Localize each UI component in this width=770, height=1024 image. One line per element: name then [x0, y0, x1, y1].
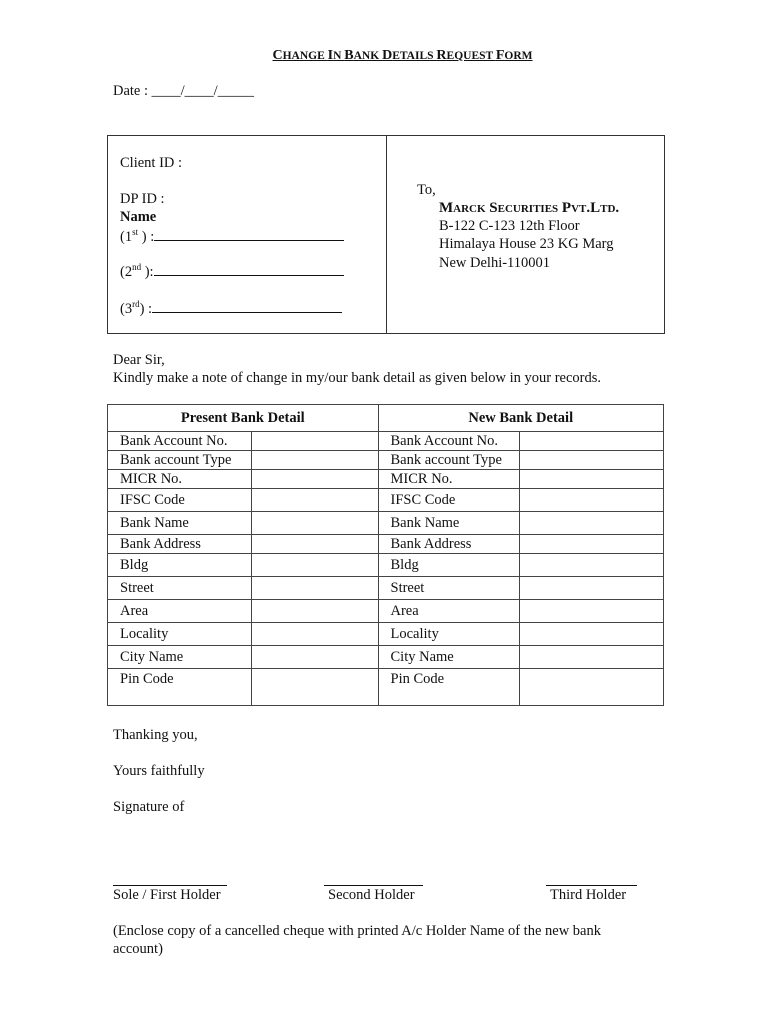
box-divider [386, 136, 387, 333]
company-name: Marck Securities Pvt.Ltd. [439, 200, 620, 216]
thanking-text: Thanking you, [113, 727, 198, 743]
present-bldg-field[interactable] [251, 554, 378, 577]
second-holder-signature-line[interactable] [324, 885, 423, 886]
new-bank-name-field[interactable] [520, 512, 664, 535]
present-account-type-field[interactable] [251, 451, 378, 470]
salutation: Dear Sir, [113, 352, 165, 368]
present-bank-name-field[interactable] [251, 512, 378, 535]
first-holder-name-field[interactable]: (1st ) : [120, 227, 344, 246]
signature-of-label: Signature of [113, 799, 185, 815]
first-holder-signature-line[interactable] [113, 885, 227, 886]
address-line-2: Himalaya House 23 KG Marg [439, 236, 614, 252]
table-row-label: City Name [108, 646, 252, 669]
table-row-label: Bank Name [108, 512, 252, 535]
table-row-label: Street [378, 577, 520, 600]
present-locality-field[interactable] [251, 623, 378, 646]
name-label: Name [120, 209, 157, 225]
new-bldg-field[interactable] [520, 554, 664, 577]
present-city-field[interactable] [251, 646, 378, 669]
table-row-label: Bank Account No. [108, 432, 252, 451]
table-row-label: Pin Code [378, 669, 520, 706]
second-holder-label: Second Holder [328, 887, 415, 903]
table-row-label: Bldg [378, 554, 520, 577]
table-row-label: Bank Address [108, 535, 252, 554]
present-bank-address-field[interactable] [251, 535, 378, 554]
table-row-label: Area [378, 600, 520, 623]
table-row-label: Locality [108, 623, 252, 646]
table-row-label: Bldg [108, 554, 252, 577]
table-row-label: Locality [378, 623, 520, 646]
date-field[interactable]: Date : ____/____/_____ [113, 83, 254, 99]
table-row-label: IFSC Code [378, 489, 520, 512]
new-bank-header: New Bank Detail [378, 405, 664, 432]
present-ifsc-field[interactable] [251, 489, 378, 512]
client-id-label: Client ID : [120, 155, 183, 171]
client-address-box [107, 135, 665, 334]
table-row-label: IFSC Code [108, 489, 252, 512]
third-holder-name-field[interactable]: (3rd) : [120, 299, 342, 318]
table-row-label: Bank Address [378, 535, 520, 554]
new-micr-field[interactable] [520, 470, 664, 489]
address-line-1: B-122 C-123 12th Floor [439, 218, 580, 234]
present-micr-field[interactable] [251, 470, 378, 489]
table-row-label: MICR No. [378, 470, 520, 489]
new-ifsc-field[interactable] [520, 489, 664, 512]
yours-faithfully: Yours faithfully [113, 763, 205, 779]
new-account-no-field[interactable] [520, 432, 664, 451]
letter-body: Kindly make a note of change in my/our bank detail as given below in your records. [113, 370, 602, 386]
present-area-field[interactable] [251, 600, 378, 623]
present-street-field[interactable] [251, 577, 378, 600]
table-row-label: Pin Code [108, 669, 252, 706]
third-holder-signature-line[interactable] [546, 885, 637, 886]
bank-detail-table [107, 404, 664, 706]
table-row-label: Bank Name [378, 512, 520, 535]
enclosure-note-line-2: account) [113, 941, 163, 957]
table-row-label: City Name [378, 646, 520, 669]
present-account-no-field[interactable] [251, 432, 378, 451]
first-holder-label: Sole / First Holder [113, 887, 221, 903]
dp-id-label: DP ID : [120, 191, 165, 207]
table-row-label: Bank account Type [108, 451, 252, 470]
new-bank-address-field[interactable] [520, 535, 664, 554]
enclosure-note-line-1: (Enclose copy of a cancelled cheque with printed A/c Holder Name of the new bank [113, 923, 601, 939]
table-row-label: Bank Account No. [378, 432, 520, 451]
new-pin-field[interactable] [520, 669, 664, 706]
second-holder-name-field[interactable]: (2nd ): [120, 262, 344, 281]
third-holder-label: Third Holder [550, 887, 627, 903]
to-label: To, [417, 182, 436, 198]
new-locality-field[interactable] [520, 623, 664, 646]
new-street-field[interactable] [520, 577, 664, 600]
table-row-label: MICR No. [108, 470, 252, 489]
form-title: CHANGE IN BANK DETAILS REQUEST FORM [272, 48, 533, 63]
new-area-field[interactable] [520, 600, 664, 623]
present-bank-header: Present Bank Detail [108, 405, 379, 432]
table-row-label: Street [108, 577, 252, 600]
present-pin-field[interactable] [251, 669, 378, 706]
table-row-label: Area [108, 600, 252, 623]
new-account-type-field[interactable] [520, 451, 664, 470]
address-line-3: New Delhi-110001 [439, 255, 551, 271]
new-city-field[interactable] [520, 646, 664, 669]
table-row-label: Bank account Type [378, 451, 520, 470]
